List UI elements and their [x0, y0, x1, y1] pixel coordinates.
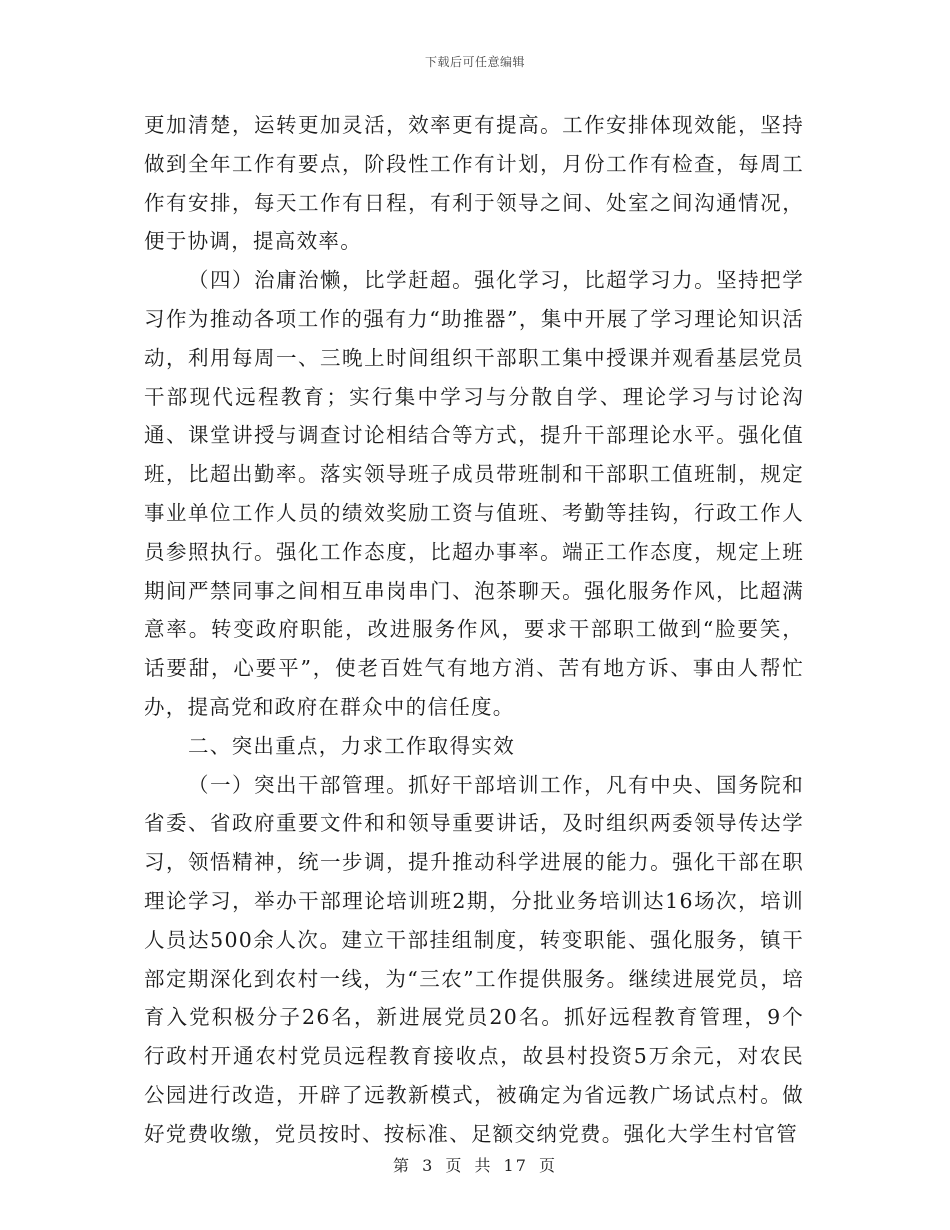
paragraph-continuation: 更加清楚，运转更加灵活，效率更有提高。工作安排体现效能，坚持做到全年工作有要点，阶段性工作有计划，月份工作有检查，每周工作有安排，每天工作有日程，有利于领导之间、处室之间沟通情况，便于协调，提高效率。 — [144, 113, 804, 254]
paragraph-section-four: （四）治庸治懒，比学赶超。强化学习，比超学习力。坚持把学习作为推动各项工作的强有力“助推器”，集中开展了学习理论知识活动，利用每周一、三晚上时间组织干部职工集中授课并观看基层党员干部现代远程教育；实行集中学习与分散自学、理论学习与讨论沟通、课堂讲授与调查讨论相结合等方式，提升干部理论水平。强化值班，比超出勤率。落实领导班子成员带班制和干部职工值班制，规定事业单位工作人员的绩效奖励工资与值班、考勤等挂钩，行政工作人员参照执行。强化工作态度，比超办事率。端正工作态度，规定上班期间严禁同事之间相互串岗串门、泡茶聊天。强化服务作风，比超满意率。转变政府职能，改进服务作风，要求干部职工做到“脸要笑，话要甜，心要平”，使老百姓气有地方消、苦有地方诉、事由人帮忙办，提高党和政府在群众中的信任度。 — [144, 268, 804, 719]
document-body — [144, 106, 804, 1154]
section-heading-two: 二、突出重点，力求工作取得实效 — [188, 733, 515, 758]
page-header: 下载后可任意编辑 — [424, 55, 525, 69]
page-footer: 第 3 页 共 17 页 — [393, 1156, 557, 1175]
paragraph-cadre-management: （一）突出干部管理。抓好干部培训工作，凡有中央、国务院和省委、省政府重要文件和和领导重要讲话，及时组织两委领导传达学习，领悟精神，统一步调，提升推动科学进展的能力。强化干部在职理论学习，举办干部理论培训班2期，分批业务培训达16场次，培训人员达500余人次。建立干部挂组制度，转变职能、强化服务，镇干部定期深化到农村一线，为“三农”工作提供服务。继续进展党员，培育入党积极分子26名，新进展党员20名。抓好远程教育管理，9个行政村开通农村党员远程教育接收点，故县村投资5万余元，对农民公园进行改造，开辟了远教新模式，被确定为省远教广场试点村。做好党费收缴，党员按时、按标准、足额交纳党费。强化大学生村官管 — [144, 772, 804, 1146]
